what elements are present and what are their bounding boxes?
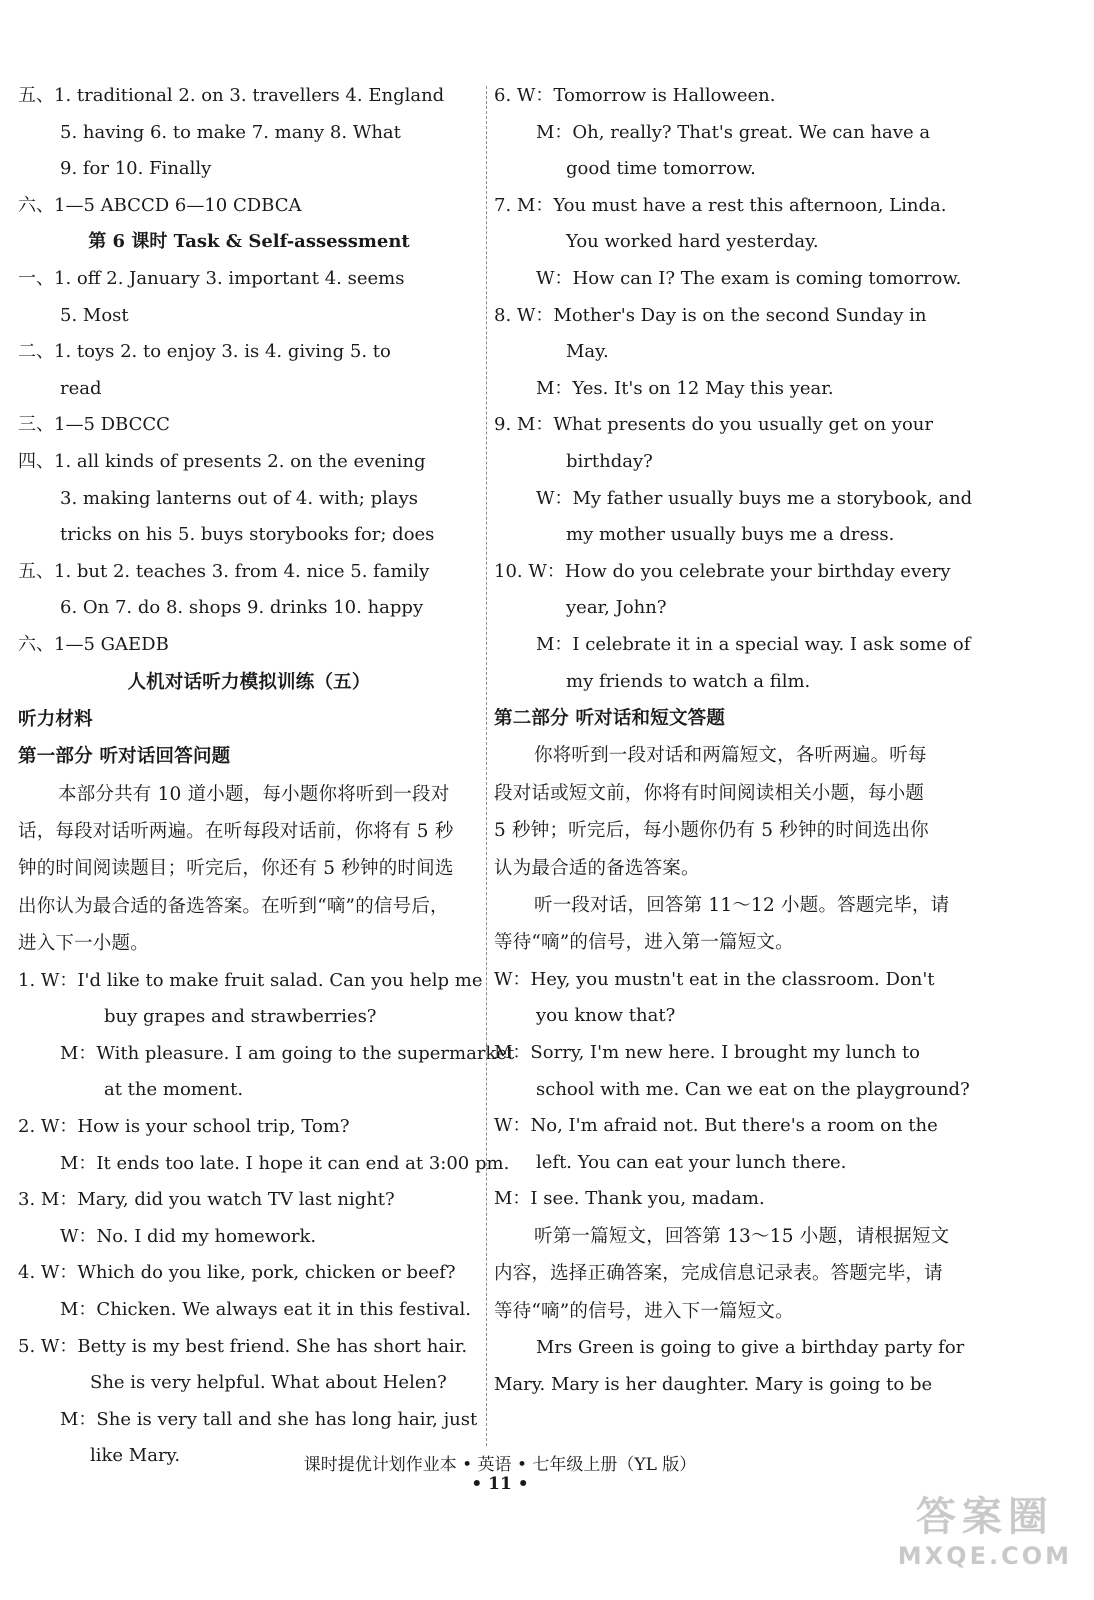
left-line-25: buy grapes and strawberries? bbox=[104, 1006, 377, 1028]
left-line-35: She is very helpful. What about Helen? bbox=[90, 1372, 447, 1394]
right-line-30: M：I see. Thank you, madam. bbox=[494, 1188, 765, 1210]
left-line-3: 六、1—5 ABCCD 6—10 CDBCA bbox=[18, 194, 302, 216]
left-line-10: 四、1. all kinds of presents 2. on the evening bbox=[18, 450, 426, 472]
left-line-16: 人机对话听力模拟训练（五） bbox=[127, 671, 371, 693]
watermark-logo: 答案圈 bbox=[915, 1494, 1054, 1540]
left-line-33: M：Chicken. We always eat it in this festival. bbox=[60, 1298, 471, 1320]
right-line-25: you know that? bbox=[536, 1005, 676, 1027]
right-line-10: birthday? bbox=[566, 450, 653, 472]
left-line-20: 话，每段对话听两遍。在听每段对话前，你将有 5 秒 bbox=[18, 821, 454, 843]
footer-title: 课时提优计划作业本 • 英语 • 七年级上册（YL 版） bbox=[303, 1455, 697, 1475]
left-line-37: like Mary. bbox=[90, 1445, 181, 1467]
left-line-13: 五、1. but 2. teaches 3. from 4. nice 5. family bbox=[18, 560, 430, 582]
right-line-17: 第二部分 听对话和短文答题 bbox=[494, 708, 726, 730]
right-line-33: 等待“嘀”的信号，进入下一篇短文。 bbox=[494, 1300, 794, 1322]
right-line-15: M：I celebrate it in a special way. I ask some of bbox=[536, 633, 971, 655]
right-line-27: school with me. Can we eat on the playground? bbox=[536, 1078, 970, 1100]
left-line-5: 一、1. off 2. January 3. important 4. seems bbox=[18, 267, 405, 289]
right-line-32: 内容，选择正确答案，完成信息记录表。答题完毕，请 bbox=[494, 1263, 943, 1285]
right-line-18: 你将听到一段对话和两篇短文，各听两遍。听每 bbox=[534, 745, 927, 767]
left-line-30: 3. M：Mary, did you watch TV last night? bbox=[18, 1189, 395, 1211]
right-line-22: 听一段对话，回答第 11～12 小题。答题完毕，请 bbox=[534, 895, 950, 917]
left-line-34: 5. W：Betty is my best friend. She has short hair. bbox=[18, 1335, 468, 1357]
left-line-0: 五、1. traditional 2. on 3. travellers 4. England bbox=[18, 85, 445, 106]
right-line-31: 听第一篇短文，回答第 13～15 小题，请根据短文 bbox=[534, 1225, 950, 1247]
right-line-35: Mary. Mary is her daughter. Mary is going to be bbox=[494, 1373, 933, 1395]
left-line-17: 听力材料 bbox=[18, 708, 93, 730]
right-line-23: 等待“嘀”的信号，进入第一篇短文。 bbox=[494, 932, 794, 954]
left-line-32: 4. W：Which do you like, pork, chicken or beef? bbox=[18, 1262, 456, 1284]
left-line-12: tricks on his 5. buys storybooks for; does bbox=[60, 524, 435, 546]
right-line-28: W：No, I'm afraid not. But there's a room on the bbox=[494, 1115, 938, 1137]
left-line-24: 1. W：I'd like to make fruit salad. Can you help me bbox=[18, 969, 483, 991]
watermark bbox=[898, 1485, 1072, 1570]
left-line-19: 本部分共有 10 道小题，每小题你将听到一段对 bbox=[58, 783, 450, 805]
column-divider bbox=[486, 86, 487, 1446]
right-line-20: 5 秒钟；听完后，每小题你仍有 5 秒钟的时间选出你 bbox=[494, 820, 929, 842]
left-line-4: 第 6 课时 Task & Self-assessment bbox=[88, 231, 410, 253]
left-line-28: 2. W：How is your school trip, Tom? bbox=[18, 1116, 350, 1137]
right-line-14: year, John? bbox=[566, 597, 667, 619]
left-line-36: M：She is very tall and she has long hair, just bbox=[60, 1408, 478, 1430]
right-line-11: W：My father usually buys me a storybook, and bbox=[536, 487, 973, 509]
right-column bbox=[494, 78, 973, 1403]
right-line-26: M：Sorry, I'm new here. I brought my lunch to bbox=[494, 1042, 921, 1064]
left-line-8: read bbox=[60, 377, 102, 399]
left-line-14: 6. On 7. do 8. shops 9. drinks 10. happy bbox=[60, 597, 424, 619]
right-line-29: left. You can eat your lunch there. bbox=[536, 1151, 847, 1173]
right-line-3: 7. M：You must have a rest this afternoon, Linda. bbox=[494, 194, 947, 216]
right-line-24: W：Hey, you mustn't eat in the classroom. Don't bbox=[494, 968, 935, 990]
right-line-21: 认为最合适的备选答案。 bbox=[494, 857, 700, 879]
left-line-15: 六、1—5 GAEDB bbox=[18, 633, 169, 655]
left-line-7: 二、1. toys 2. to enjoy 3. is 4. giving 5. to bbox=[18, 341, 391, 363]
right-line-6: 8. W：Mother's Day is on the second Sunday in bbox=[494, 304, 927, 326]
left-line-6: 5. Most bbox=[60, 304, 129, 326]
right-line-34: Mrs Green is going to give a birthday party for bbox=[536, 1337, 965, 1359]
left-line-22: 出你认为最合适的备选答案。在听到“嘀”的信号后， bbox=[18, 895, 449, 917]
left-line-9: 三、1—5 DBCCC bbox=[18, 414, 170, 436]
right-line-8: M：Yes. It's on 12 May this year. bbox=[536, 377, 834, 399]
left-line-18: 第一部分 听对话回答问题 bbox=[18, 746, 231, 768]
right-line-7: May. bbox=[566, 341, 609, 363]
left-line-21: 钟的时间阅读题目；听完后，你还有 5 秒钟的时间选 bbox=[18, 858, 454, 880]
right-line-5: W：How can I? The exam is coming tomorrow. bbox=[536, 267, 962, 289]
page-number: • 11 • bbox=[471, 1474, 529, 1494]
left-line-29: M：It ends too late. I hope it can end at 3:00 pm. bbox=[60, 1152, 510, 1174]
left-line-23: 进入下一小题。 bbox=[18, 933, 149, 955]
right-line-2: good time tomorrow. bbox=[566, 158, 756, 180]
right-line-1: M：Oh, really? That's great. We can have a bbox=[536, 121, 931, 143]
right-line-13: 10. W：How do you celebrate your birthday every bbox=[494, 560, 951, 582]
right-line-4: You worked hard yesterday. bbox=[566, 231, 819, 253]
right-line-19: 段对话或短文前，你将有时间阅读相关小题，每小题 bbox=[494, 782, 925, 804]
left-line-2: 9. for 10. Finally bbox=[60, 158, 212, 180]
right-line-16: my friends to watch a film. bbox=[566, 670, 811, 692]
left-line-31: W：No. I did my homework. bbox=[60, 1225, 317, 1247]
left-line-26: M：With pleasure. I am going to the supermarket bbox=[60, 1042, 515, 1064]
right-line-12: my mother usually buys me a dress. bbox=[566, 524, 895, 546]
left-line-11: 3. making lanterns out of 4. with; plays bbox=[60, 487, 419, 509]
left-line-27: at the moment. bbox=[104, 1079, 244, 1101]
right-line-9: 9. M：What presents do you usually get on your bbox=[494, 414, 934, 436]
right-line-0: 6. W：Tomorrow is Halloween. bbox=[494, 85, 776, 106]
watermark-url: MXQE.COM bbox=[897, 1542, 1072, 1570]
left-line-1: 5. having 6. to make 7. many 8. What bbox=[60, 121, 401, 143]
